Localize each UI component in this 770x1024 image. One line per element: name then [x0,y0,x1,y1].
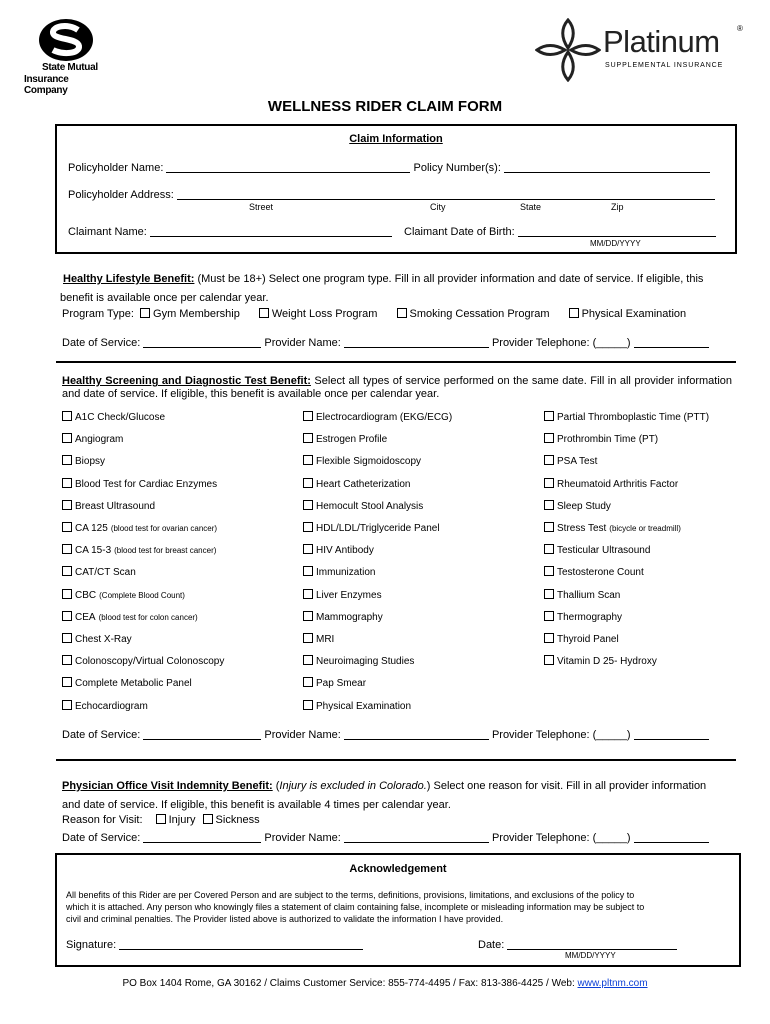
screening-item[interactable] [303,433,387,445]
screening-provider-row [62,728,709,741]
screening-item-note: (Complete Blood Count) [99,590,185,600]
screening-item-label: HDL/LDL/Triglyceride Panel [316,523,440,534]
screening-item[interactable] [62,411,165,423]
screening-item[interactable] [62,455,105,467]
claimant-dob-label: Claimant Date of Birth: [404,226,515,238]
screening-checkbox[interactable] [303,589,313,599]
screening-checkbox[interactable] [544,522,554,532]
lifestyle-provider-row [62,336,709,349]
screening-item-label: Pap Smear [316,678,367,690]
physician-text-2: and date of service. If eligible, this benefit is available 4 times per calendar year. [62,799,451,811]
ack-date-format-caption: MM/DD/YYYY [565,951,616,960]
section-divider-2 [56,759,736,761]
screening-item-label: Angiogram [75,434,124,446]
reason-checkbox-sickness[interactable] [203,814,213,824]
screening-item-note: (bicycle or treadmill) [609,524,681,533]
screening-item-label: Breast Ultrasound [75,500,156,512]
screening-item[interactable] [303,522,440,534]
screening-checkbox[interactable] [303,677,313,687]
state-caption: State [520,202,542,212]
screening-item[interactable] [303,589,382,601]
screening-checkbox[interactable] [303,700,313,710]
screening-item-label: Rheumatoid Arthritis Factor [557,478,679,490]
physician-provider-row [62,831,709,844]
screening-item-label: Sleep Study [557,500,611,512]
screening-item-label: CAT/CT Scan [75,567,136,579]
screening-text-2: information and date of service. If eligible, this benefit is available once per calendar year. [62,375,733,400]
screening-item[interactable] [303,544,374,556]
screening-text [62,375,732,401]
screening-item-label: Stress Test [557,523,607,534]
street-caption: Street [249,202,274,212]
screening-checkbox[interactable] [62,700,72,710]
screening-item[interactable] [303,411,452,423]
screening-item-label: Echocardiogram [75,700,148,712]
lifestyle-phone-label: Provider Telephone: (_____) [491,337,631,349]
screening-item-label: CA 125 [75,523,108,534]
screening-item[interactable] [544,655,657,667]
screening-item-label: CBC [75,589,97,601]
program-label-gym: Gym Membership [153,308,240,320]
screening-item-label: MRI [316,634,335,645]
program-label-physical: Physical Examination [581,308,687,320]
form-title: WELLNESS RIDER CLAIM FORM [267,98,503,115]
screening-item[interactable] [303,455,421,467]
lifestyle-text [60,270,740,308]
acknowledgement-text-1: All benefits of this Rider are per Covered Person and are subject to the terms, definitions, provisions, limitations, and exclusions of the policy to [66,890,635,900]
screening-item-label: Flexible Sigmoidoscopy [316,456,422,468]
platinum-name: Platinum [603,24,720,59]
screening-item[interactable] [544,566,644,578]
screening-checkbox[interactable] [303,544,313,554]
dob-format-caption: MM/DD/YYYY [590,239,641,248]
zip-caption: Zip [611,202,624,212]
physician-phone-field[interactable] [634,831,709,843]
screening-checkbox[interactable] [544,411,554,421]
claimant-name-label: Claimant Name: [68,226,147,238]
screening-item-label: Estrogen Profile [316,434,388,446]
screening-checkbox[interactable] [544,455,554,465]
claimant-name-field[interactable] [150,225,392,237]
screening-checkbox[interactable] [544,633,554,643]
policy-numbers-field[interactable] [504,161,710,173]
screening-item-note: (blood test for colon cancer) [98,612,198,622]
screening-item-label: Complete Metabolic Panel [75,678,192,690]
screening-checkbox[interactable] [544,655,554,665]
screening-item-label: A1C Check/Glucose [75,412,166,423]
screening-checkbox[interactable] [303,433,313,443]
screening-item[interactable] [62,655,224,667]
acknowledgement-text [66,889,731,925]
screening-item[interactable] [303,566,375,578]
screening-item-label: HIV Antibody [316,545,374,557]
screening-checkbox[interactable] [544,544,554,554]
screening-item[interactable] [62,589,185,601]
screening-item[interactable] [544,455,597,467]
screening-item-label: Testosterone Count [557,567,644,579]
footer-contact-text: PO Box 1404 Rome, GA 30162 / Claims Customer Service: 855-774-4495 / Fax: 813-386-4425 / Web: [122,978,575,989]
screening-item-label: Thallium Scan [557,589,621,601]
policyholder-name-row [68,161,710,174]
screening-provider-label: Provider Name: [264,729,341,741]
lifestyle-text-1: (Must be 18+) Select one program type. Fill in all provider information and date of service. If eligible, this [197,273,704,285]
screening-checkbox[interactable] [303,566,313,576]
platinum-tagline: SUPPLEMENTAL INSURANCE [605,62,724,69]
physician-provider-label: Provider Name: [264,832,341,844]
screening-item-label: Biopsy [75,456,106,468]
screening-item-note: (blood test for ovarian cancer) [110,524,218,533]
program-checkbox-smoking[interactable] [397,308,407,318]
screening-item[interactable] [544,433,658,445]
state-mutual-company: Insurance Company [24,74,69,96]
screening-item[interactable] [62,544,216,556]
physician-text-paren-open: ( [275,780,280,792]
physician-phone-label: Provider Telephone: (_____) [491,832,631,844]
screening-item-label: Thyroid Panel [557,634,619,645]
lifestyle-date-field[interactable] [143,336,261,348]
screening-checkbox[interactable] [62,433,72,443]
screening-item-label: Physical Examination [316,700,412,712]
ack-date-label: Date: [478,939,505,951]
screening-checkbox[interactable] [62,522,72,532]
screening-checkbox[interactable] [544,566,554,576]
program-checkbox-gym[interactable] [140,308,150,318]
screening-checkbox[interactable] [303,500,313,510]
program-type-row [62,308,686,320]
screening-heading: Healthy Screening and Diagnostic Test Benefit: [62,375,311,387]
screening-item[interactable] [544,611,622,623]
screening-item-label: Thermography [557,611,623,623]
screening-checkbox[interactable] [303,655,313,665]
screening-item-label: Partial Thromboplastic Time (PTT) [557,412,710,423]
screening-checkbox[interactable] [62,677,72,687]
platinum-registered: ® [737,24,743,33]
policyholder-address-label: Policyholder Address: [68,189,174,201]
screening-item-label: Heart Catheterization [316,478,411,490]
signature-field[interactable] [119,938,363,950]
program-checkbox-weight-loss[interactable] [259,308,269,318]
screening-item-label: Neuroimaging Studies [316,656,415,668]
lifestyle-text-2: benefit is available once per calendar year. [60,292,269,304]
reason-checkbox-injury[interactable] [156,814,166,824]
acknowledgement-text-2: which it is attached. Any person who knowingly files a statement of claim containing false, incomplete or misleading information may be subject to [66,902,645,912]
screening-item-label: Colonoscopy/Virtual Colonoscopy [75,656,225,668]
screening-checkbox[interactable] [62,500,72,510]
physician-date-field[interactable] [143,831,261,843]
ack-date-row [478,938,677,951]
screening-item-label: Blood Test for Cardiac Enzymes [75,478,218,490]
physician-text [62,777,737,815]
screening-item[interactable] [62,478,217,490]
signature-row [66,938,363,951]
screening-checkbox[interactable] [62,566,72,576]
screening-checkbox[interactable] [303,611,313,621]
screening-checkbox[interactable] [62,544,72,554]
ack-date-field[interactable] [507,938,677,950]
state-mutual-s-icon [38,18,94,62]
screening-provider-field[interactable] [344,728,489,740]
reason-label: Reason for Visit: [62,814,143,826]
state-mutual-logo [22,18,112,96]
screening-checkbox[interactable] [62,589,72,599]
claimant-dob-field[interactable] [518,225,716,237]
screening-item[interactable] [544,478,678,490]
program-label-smoking: Smoking Cessation Program [409,308,550,320]
screening-item[interactable] [303,700,411,712]
screening-checkbox[interactable] [544,611,554,621]
program-type-label: Program Type: [62,308,134,320]
screening-checkbox[interactable] [544,500,554,510]
screening-checkbox[interactable] [62,478,72,488]
screening-phone-field[interactable] [634,728,709,740]
footer-website-link[interactable]: www.pltnm.com [577,978,648,989]
platinum-flower-icon [535,18,601,82]
screening-item[interactable] [62,677,192,689]
screening-checkbox[interactable] [62,633,72,643]
claimant-row [68,225,716,238]
screening-item[interactable] [303,611,383,623]
screening-item[interactable] [303,655,414,667]
city-caption: City [430,202,446,212]
physician-provider-field[interactable] [344,831,489,843]
lifestyle-phone-field[interactable] [634,336,709,348]
screening-item[interactable] [62,522,217,534]
policyholder-address-field[interactable] [177,188,715,200]
screening-item[interactable] [544,633,619,645]
screening-item[interactable] [62,500,155,512]
screening-checkbox[interactable] [303,633,313,643]
screening-item-label: Mammography [316,611,383,623]
lifestyle-date-label: Date of Service: [62,337,141,349]
screening-item-label: Hemocult Stool Analysis [316,500,424,512]
screening-checkbox[interactable] [544,433,554,443]
screening-item-label: Testicular Ultrasound [557,545,651,557]
screening-checkbox[interactable] [303,478,313,488]
screening-item[interactable] [62,566,136,578]
platinum-logo [535,18,750,84]
policyholder-address-row [68,188,715,201]
reason-label-injury: Injury [168,814,196,826]
screening-item[interactable] [62,611,198,623]
screening-item[interactable] [303,478,411,490]
screening-item-label: Liver Enzymes [316,589,382,601]
screening-item[interactable] [62,700,148,712]
policy-numbers-label: Policy Number(s): [413,162,501,174]
screening-item-label: Vitamin D 25- Hydroxy [557,656,657,668]
footer [0,978,770,989]
lifestyle-provider-field[interactable] [344,336,489,348]
screening-checkbox[interactable] [303,411,313,421]
section-divider-1 [56,361,736,363]
screening-item[interactable] [544,544,650,556]
screening-checkbox[interactable] [62,611,72,621]
screening-item[interactable] [544,411,709,423]
screening-item[interactable] [544,522,681,534]
screening-item-label: Chest X-Ray [75,634,132,645]
acknowledgement-heading: Acknowledgement [349,863,447,875]
lifestyle-provider-label: Provider Name: [264,337,341,349]
screening-item[interactable] [303,633,334,645]
lifestyle-heading: Healthy Lifestyle Benefit: [63,273,195,285]
screening-phone-label: Provider Telephone: (_____) [491,729,631,741]
policyholder-name-field[interactable] [166,161,410,173]
state-mutual-name: State Mutual [42,62,98,73]
screening-item[interactable] [544,589,620,601]
screening-item[interactable] [544,500,611,512]
program-checkbox-physical[interactable] [569,308,579,318]
screening-checkbox[interactable] [303,522,313,532]
screening-item-label: Immunization [316,567,376,579]
acknowledgement-text-3: civil and criminal penalties. The Provider listed above is authorized to validate the information I have provided. [66,914,504,924]
screening-item[interactable] [62,633,132,645]
reason-label-sickness: Sickness [215,814,260,826]
physician-date-label: Date of Service: [62,832,141,844]
screening-checkbox[interactable] [303,455,313,465]
screening-checkbox[interactable] [62,455,72,465]
screening-checkbox[interactable] [544,478,554,488]
physician-text-1: ) Select one reason for visit. Fill in all provider information [426,780,707,792]
policyholder-name-label: Policyholder Name: [68,162,164,174]
screening-date-field[interactable] [143,728,261,740]
reason-row [62,814,260,826]
screening-item-label: PSA Test [557,456,598,468]
screening-date-label: Date of Service: [62,729,141,741]
program-label-weight-loss: Weight Loss Program [271,308,378,320]
physician-heading: Physician Office Visit Indemnity Benefit: [62,780,273,792]
screening-text-1: Select all types of service performed on the same date. Fill in all provider [314,375,675,387]
screening-item-label: CA 15-3 [75,545,112,557]
screening-item[interactable] [303,677,366,689]
screening-item[interactable] [303,500,423,512]
screening-item-label: Prothrombin Time (PT) [557,434,659,446]
screening-item-label: CEA [75,611,96,623]
claim-info-heading: Claim Information [349,133,443,145]
signature-label: Signature: [66,939,117,951]
screening-checkbox[interactable] [62,655,72,665]
screening-checkbox[interactable] [544,589,554,599]
screening-item-note: (blood test for breast cancer) [114,546,217,556]
screening-item-label: Electrocardiogram (EKG/ECG) [316,412,453,423]
screening-checkbox[interactable] [62,411,72,421]
physician-colorado-note: Injury is excluded in Colorado. [279,780,427,792]
screening-item[interactable] [62,433,123,445]
